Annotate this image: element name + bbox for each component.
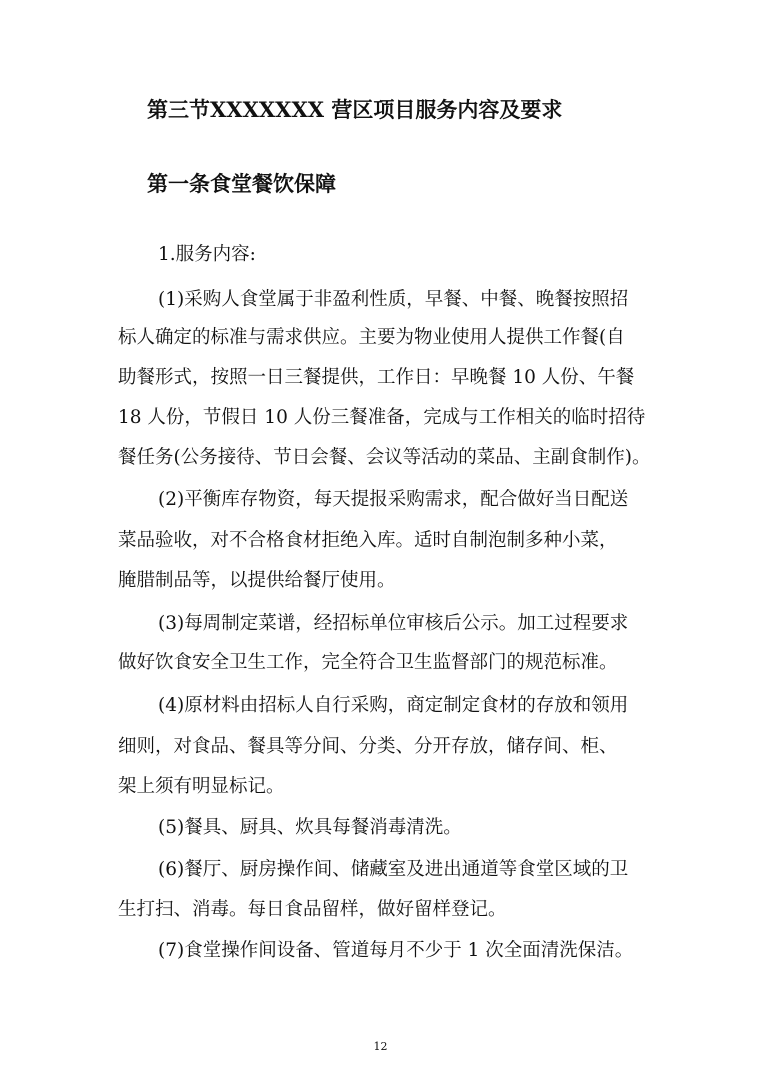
paragraph-line: 助餐形式，按照一日三餐提供，工作日：早晚餐 10 人份、午餐 [118, 367, 635, 388]
article-title: 第一条食堂餐饮保障 [147, 171, 336, 196]
paragraph-line: 18 人份，节假日 10 人份三餐准备，完成与工作相关的临时招待 [118, 407, 646, 428]
service-content-heading: 1.服务内容: [158, 244, 256, 265]
section-title: 第三节XXXXXXX 营区项目服务内容及要求 [147, 97, 563, 122]
paragraph-line: (7)食堂操作间设备、管道每月不少于 1 次全面清洗保洁。 [158, 940, 634, 961]
paragraph-line: 细则，对食品、餐具等分间、分类、分开存放，储存间、柜、 [118, 736, 618, 757]
paragraph-line: (6)餐厅、厨房操作间、储藏室及进出通道等食堂区域的卫 [158, 859, 629, 880]
paragraph-line: (3)每周制定菜谱，经招标单位审核后公示。加工过程要求 [158, 613, 629, 634]
paragraph-line: 腌腊制品等，以提供给餐厅使用。 [118, 570, 396, 591]
paragraph-line: 生打扫、消毒。每日食品留样，做好留样登记。 [118, 899, 507, 920]
paragraph-line: (1)采购人食堂属于非盈利性质，早餐、中餐、晚餐按照招 [158, 289, 629, 310]
paragraph-line: 餐任务(公务接待、节日会餐、会议等活动的菜品、主副食制作)。 [118, 447, 651, 468]
paragraph-line: 架上须有明显标记。 [118, 776, 285, 797]
paragraph-line: (5)餐具、厨具、炊具每餐消毒清洗。 [158, 817, 462, 838]
paragraph-line: (4)原材料由招标人自行采购，商定制定食材的存放和领用 [158, 695, 629, 716]
paragraph-line: 做好饮食安全卫生工作，完全符合卫生监督部门的规范标准。 [118, 652, 618, 673]
paragraph-line: 标人确定的标准与需求供应。主要为物业使用人提供工作餐(自 [118, 327, 625, 348]
paragraph-line: (2)平衡库存物资，每天提报采购需求，配合做好当日配送 [158, 489, 629, 510]
paragraph-line: 菜品验收，对不合格食材拒绝入库。适时自制泡制多种小菜， [118, 530, 618, 551]
page-number: 12 [373, 1040, 388, 1053]
